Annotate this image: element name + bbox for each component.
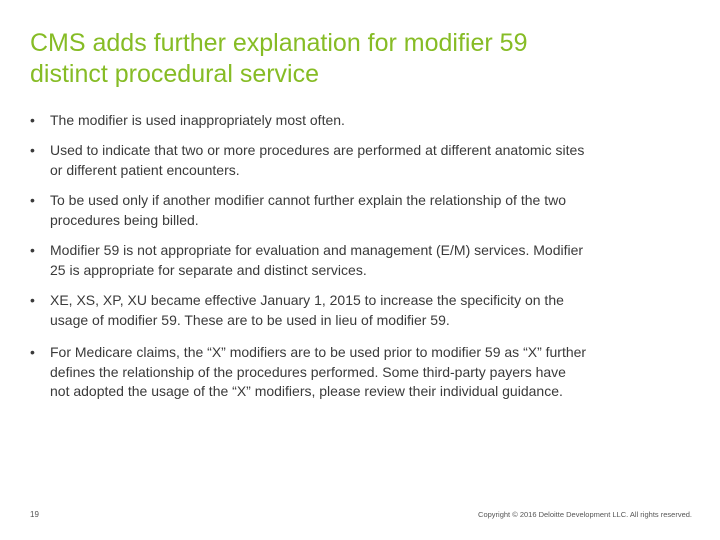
bullet-text-line: 25 is appropriate for separate and distinct services. [50, 261, 367, 278]
bullet-text-line: defines the relationship of the procedures performed. Some third-party payers have [50, 363, 566, 380]
bullet-text-line: Modifier 59 is not appropriate for evaluation and management (E/M) services. Modifier [50, 242, 584, 258]
bullet-item [30, 111, 680, 131]
bullet-text-line: The modifier is used inappropriately most often. [50, 112, 345, 128]
bullet-text-line: procedures being billed. [50, 211, 199, 228]
copyright-notice: Copyright © 2016 Deloitte Development LLC. All rights reserved. [478, 510, 692, 519]
bullet-text-line: or different patient encounters. [50, 161, 240, 178]
bullet-marker: • [30, 192, 35, 208]
bullet-text [50, 111, 680, 131]
bullet-item [30, 141, 680, 180]
bullet-item [30, 191, 680, 230]
slide-title-line: distinct procedural service [30, 60, 320, 88]
bullet-marker: • [30, 242, 35, 258]
slide-title [30, 28, 690, 90]
bullet-text-line: usage of modifier 59. These are to be used in lieu of modifier 59. [50, 311, 450, 328]
bullet-text [50, 291, 680, 330]
bullet-text-line: not adopted the usage of the “X” modifiers, please review their individual guidance. [50, 383, 563, 399]
slide-title-line: CMS adds further explanation for modifier 59 [30, 29, 528, 57]
bullet-text [50, 241, 680, 280]
bullet-marker: • [30, 142, 35, 158]
bullet-text-line: For Medicare claims, the “X” modifiers are to be used prior to modifier 59 as “X” further [50, 344, 587, 360]
bullet-item [30, 343, 680, 402]
bullet-text-line: Used to indicate that two or more procedures are performed at different anatomic sites [50, 142, 585, 158]
bullet-text [50, 343, 680, 402]
bullet-marker: • [30, 344, 35, 360]
page-number: 19 [30, 510, 39, 519]
bullet-item [30, 291, 680, 330]
bullet-item [30, 241, 680, 280]
bullet-text-line: To be used only if another modifier cannot further explain the relationship of the two [50, 192, 566, 208]
bullet-marker: • [30, 112, 35, 128]
bullet-text [50, 141, 680, 180]
bullet-text-line: XE, XS, XP, XU became effective January 1, 2015 to increase the specificity on the [50, 292, 564, 308]
bullet-text [50, 191, 680, 230]
bullet-marker: • [30, 292, 35, 308]
